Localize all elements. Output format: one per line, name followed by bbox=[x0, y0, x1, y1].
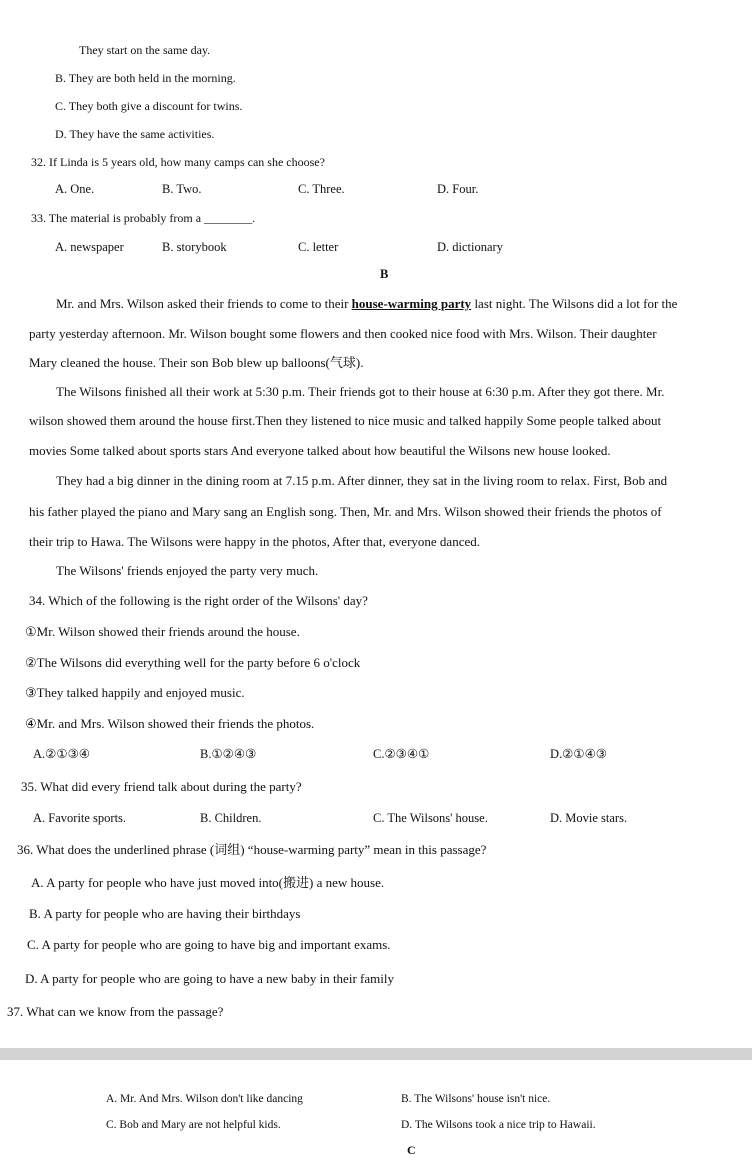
q32-option-a: A. One. bbox=[55, 182, 95, 196]
section-c-heading: C bbox=[407, 1143, 416, 1157]
q37-question: 37. What can we know from the passage? bbox=[7, 1004, 224, 1019]
passage-p1-line3: Mary cleaned the house. Their son Bob blew up balloons(气球). bbox=[29, 355, 364, 370]
q33-option-b: B. storybook bbox=[162, 240, 227, 254]
q34-question: 34. Which of the following is the right order of the Wilsons' day? bbox=[29, 593, 368, 608]
q34-option-d: D.②①④③ bbox=[550, 747, 607, 761]
q33-option-d: D. dictionary bbox=[437, 240, 503, 254]
q34-item-3: ③They talked happily and enjoyed music. bbox=[25, 685, 245, 700]
q37-option-d: D. The Wilsons took a nice trip to Hawaii. bbox=[401, 1119, 596, 1131]
passage-p3-line3: their trip to Hawa. The Wilsons were happy in the photos, After that, everyone danced. bbox=[29, 534, 480, 549]
section-b-heading: B bbox=[380, 267, 389, 281]
q33-option-c: C. letter bbox=[298, 240, 339, 254]
q36-option-c: C. A party for people who are going to have big and important exams. bbox=[27, 937, 391, 952]
q31-option-a: They start on the same day. bbox=[79, 43, 211, 57]
q37-option-b: B. The Wilsons' house isn't nice. bbox=[401, 1093, 551, 1105]
q34-item-2: ②The Wilsons did everything well for the party before 6 o'clock bbox=[25, 655, 361, 670]
q36-option-a: A. A party for people who have just moved into(搬进) a new house. bbox=[31, 875, 385, 890]
q35-option-d: D. Movie stars. bbox=[550, 811, 628, 825]
passage-p2-line3: movies Some talked about sports stars And everyone talked about how beautiful the Wilsons new house looked. bbox=[29, 443, 611, 458]
q33-question: 33. The material is probably from a ________. bbox=[31, 211, 256, 225]
q32-option-c: C. Three. bbox=[298, 182, 345, 196]
passage-p4-line1: The Wilsons' friends enjoyed the party very much. bbox=[56, 563, 319, 578]
passage-p3-line1: They had a big dinner in the dining room at 7.15 p.m. After dinner, they sat in the living room to relax. First, Bob and bbox=[56, 473, 668, 488]
q34-item-1: ①Mr. Wilson showed their friends around the house. bbox=[25, 624, 300, 639]
q35-option-a: A. Favorite sports. bbox=[33, 811, 127, 825]
q33-option-a: A. newspaper bbox=[55, 240, 124, 254]
exam-page-2 bbox=[0, 1060, 752, 1166]
q34-option-b: B.①②④③ bbox=[200, 747, 257, 761]
q35-option-b: B. Children. bbox=[200, 811, 262, 825]
passage-p3-line2: his father played the piano and Mary sang an English song. Then, Mr. and Mrs. Wilson showed their friends the photos of bbox=[29, 504, 662, 519]
passage-p1-line1: Mr. and Mrs. Wilson asked their friends to come to their house-warming party last night. The Wilsons did a lot for the bbox=[56, 296, 678, 311]
q36-option-b: B. A party for people who are having their birthdays bbox=[29, 906, 301, 921]
q31-option-b: B. They are both held in the morning. bbox=[55, 71, 236, 85]
q31-option-c: C. They both give a discount for twins. bbox=[55, 99, 243, 113]
q36-question: 36. What does the underlined phrase (词组) “house-warming party” mean in this passage? bbox=[17, 842, 487, 857]
q35-question: 35. What did every friend talk about during the party? bbox=[21, 779, 302, 794]
page-separator bbox=[0, 1048, 752, 1060]
q32-option-b: B. Two. bbox=[162, 182, 202, 196]
q36-option-d: D. A party for people who are going to have a new baby in their family bbox=[25, 971, 394, 986]
underlined-phrase: house-warming party bbox=[351, 296, 472, 311]
passage-p1-line2: party yesterday afternoon. Mr. Wilson bought some flowers and then cooked nice food with Mrs. Wilson. Their daughter bbox=[29, 326, 657, 341]
q31-option-d: D. They have the same activities. bbox=[55, 127, 215, 141]
q34-option-a: A.②①③④ bbox=[33, 747, 90, 761]
passage-p2-line1: The Wilsons finished all their work at 5:30 p.m. Their friends got to their house at 6:30 p.m. After they got there. Mr. bbox=[56, 384, 665, 399]
q37-option-c: C. Bob and Mary are not helpful kids. bbox=[106, 1119, 281, 1131]
passage-p2-line2: wilson showed them around the house first.Then they listened to nice music and talked happily Some people talked about bbox=[29, 413, 662, 428]
q37-option-a: A. Mr. And Mrs. Wilson don't like dancing bbox=[106, 1093, 303, 1105]
q34-item-4: ④Mr. and Mrs. Wilson showed their friends the photos. bbox=[25, 716, 315, 731]
q32-option-d: D. Four. bbox=[437, 182, 479, 196]
q32-question: 32. If Linda is 5 years old, how many camps can she choose? bbox=[31, 155, 325, 169]
q34-option-c: C.②③④① bbox=[373, 747, 430, 761]
q35-option-c: C. The Wilsons' house. bbox=[373, 811, 488, 825]
